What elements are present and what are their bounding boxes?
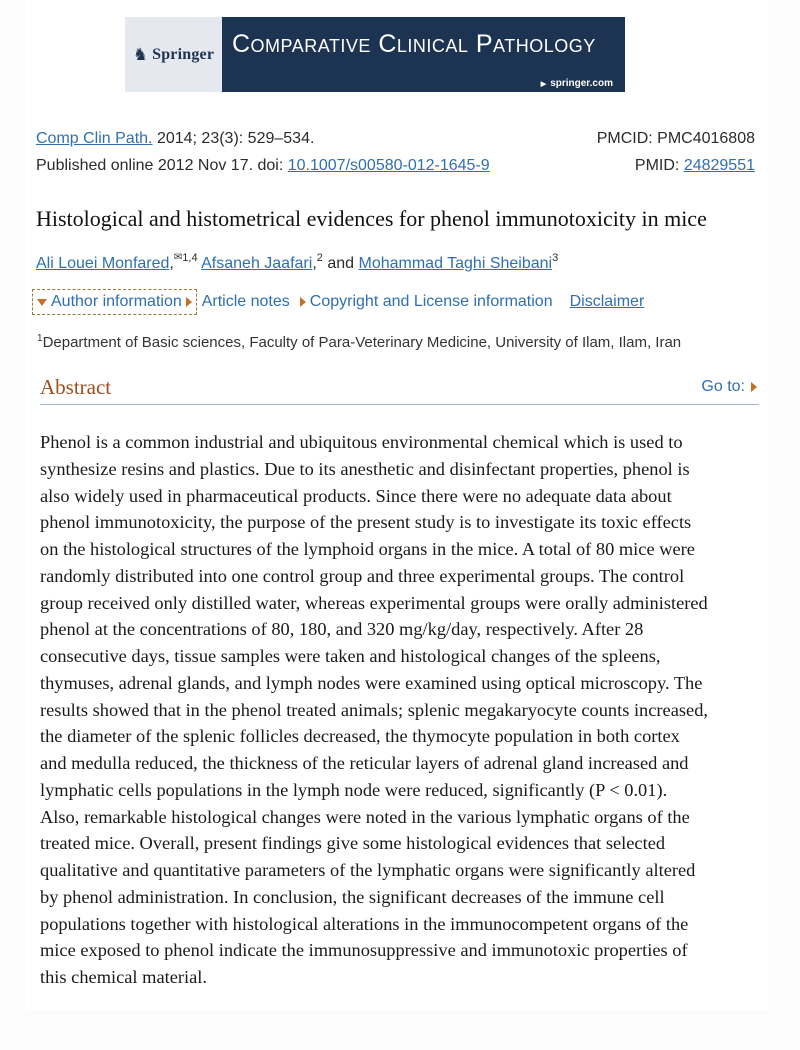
triangle-right-icon bbox=[751, 382, 757, 392]
abstract-line: this chemical material. bbox=[40, 967, 207, 987]
doi-link[interactable]: 10.1007/s00580-012-1645-9 bbox=[287, 157, 490, 174]
triangle-down-icon bbox=[37, 299, 47, 306]
article-title: Histological and histometrical evidences for phenol immunotoxicity in mice bbox=[36, 206, 707, 231]
author-information-toggle[interactable] bbox=[32, 289, 197, 315]
citation-journal-line bbox=[36, 130, 314, 148]
abstract-line: randomly distributed into one control group and three experimental groups. The control bbox=[40, 565, 685, 586]
copyright-label: Copyright and License information bbox=[309, 293, 553, 310]
abstract-body bbox=[40, 429, 762, 991]
goto-menu[interactable] bbox=[701, 378, 757, 396]
affiliation-sup: 1 bbox=[37, 333, 43, 344]
journal-link[interactable]: Comp Clin Path. bbox=[36, 130, 153, 147]
authors-and: and bbox=[322, 255, 359, 272]
author-list: Ali Louei Monfared,$^{✉1,4}$ Afsaneh Jaafari,$^2$ and Mohammad Taghi Sheibani$^3$ bbox=[36, 252, 559, 272]
abstract-heading: Abstract bbox=[40, 375, 112, 399]
publisher-name: Springer bbox=[152, 45, 215, 63]
author-link[interactable]: Afsaneh Jaafari bbox=[201, 255, 313, 272]
affiliation-text: Department of Basic sciences, Faculty of Para-Veterinary Medicine, University of Ilam, Ilam, Iran bbox=[42, 334, 682, 351]
pmid-link[interactable]: 24829551 bbox=[683, 157, 755, 174]
journal-banner[interactable] bbox=[125, 17, 625, 92]
publisher-url-text: springer.com bbox=[550, 78, 613, 89]
pmcid: PMCID: PMC4016808 bbox=[596, 130, 755, 147]
article-info-bar bbox=[32, 289, 644, 315]
abstract-line: and medulla reduced, the thickness of the reticular layers of adrenal gland increased and bbox=[40, 753, 689, 773]
abstract-line: consecutive days, tissue samples were taken and histological changes of the spleens, bbox=[40, 646, 661, 666]
author-affiliation-sup: 2 bbox=[316, 252, 323, 264]
author-link[interactable]: Mohammad Taghi Sheibani bbox=[358, 255, 553, 272]
abstract-line: phenol immunotoxicity, the purpose of the present study is to investigate its toxic effects bbox=[40, 512, 692, 533]
abstract-line: populations together with histological alterations in the immunocompetent organs of the bbox=[40, 913, 689, 934]
abstract-line: also widely used in pharmaceutical products. Since there were no adequate data about bbox=[40, 485, 672, 506]
journal-details: 2014; 23(3): 529–534. bbox=[152, 130, 315, 147]
affiliation bbox=[37, 333, 681, 351]
author-information-label: Author information bbox=[51, 293, 182, 310]
email-icon[interactable]: ✉ bbox=[173, 252, 183, 263]
disclaimer-link[interactable]: Disclaimer bbox=[569, 293, 645, 310]
pmid-label: PMID: bbox=[634, 157, 684, 174]
abstract-header bbox=[40, 375, 759, 405]
author-affiliation-sup: 3 bbox=[552, 252, 559, 264]
abstract-line: phenol at the concentrations of 80, 180, and 320 mg/kg/day, respectively. After 28 bbox=[40, 619, 644, 640]
triangle-right-icon bbox=[186, 297, 192, 307]
springer-logo bbox=[133, 46, 214, 64]
abstract-line: Phenol is a common industrial and ubiquitous environmental chemical which is used to bbox=[40, 432, 683, 452]
publisher-logo-area bbox=[125, 17, 222, 92]
copyright-toggle[interactable] bbox=[295, 290, 558, 314]
abstract-line: lymphatic cells populations in the lymph node were reduced, significantly (P < 0.01). bbox=[40, 779, 668, 800]
abstract-line: treated mice. Overall, present findings give some histological evidences that selected bbox=[40, 833, 666, 854]
author-link[interactable]: Ali Louei Monfared bbox=[36, 255, 170, 272]
abstract-line: the diameter of the splenic follicles decreased, the thymocyte population in both cortex bbox=[40, 726, 680, 747]
abstract-line: group received only distilled water, whereas experimental groups were orally administered bbox=[40, 592, 708, 613]
article-notes-label: Article notes bbox=[201, 293, 290, 310]
published-prefix: Published online 2012 Nov 17. doi: bbox=[36, 157, 288, 174]
journal-title: Comparative Clinical Pathology bbox=[232, 30, 596, 58]
abstract-line: qualitative and quantitative parameters of the lymphatic organs were significantly altered bbox=[40, 860, 696, 880]
abstract-line: results showed that in the phenol treated animals; splenic megakaryocyte counts increased, bbox=[40, 699, 708, 720]
publisher-url[interactable] bbox=[541, 78, 613, 89]
springer-horse-icon: ♞ bbox=[132, 45, 149, 64]
abstract-line: on the histological structures of the lymphoid organs in the mice. A total of 80 mice were bbox=[40, 539, 695, 559]
arrow-right-icon: ▶ bbox=[540, 80, 547, 88]
abstract-line: by phenol administration. In conclusion, the significant decreases of the immune cell bbox=[40, 886, 665, 907]
abstract-line: Also, remarkable histological changes were noted in the various lymphatic organs of the bbox=[40, 806, 690, 827]
article-notes-toggle[interactable] bbox=[197, 290, 295, 314]
triangle-right-icon bbox=[300, 297, 306, 307]
goto-label: Go to: bbox=[701, 378, 745, 395]
abstract-line: thymuses, adrenal glands, and lymph nodes were examined using optical microscopy. The bbox=[40, 672, 703, 693]
abstract-line: synthesize resins and plastics. Due to its anesthetic and disinfectant properties, phenol is bbox=[40, 458, 690, 479]
pmid-line bbox=[635, 157, 755, 175]
abstract-line: mice exposed to phenol indicate the immunosuppressive and immunotoxic properties of bbox=[40, 940, 688, 961]
author-affiliation-sup: 1,4 bbox=[182, 252, 198, 264]
citation-published-line bbox=[36, 157, 490, 175]
